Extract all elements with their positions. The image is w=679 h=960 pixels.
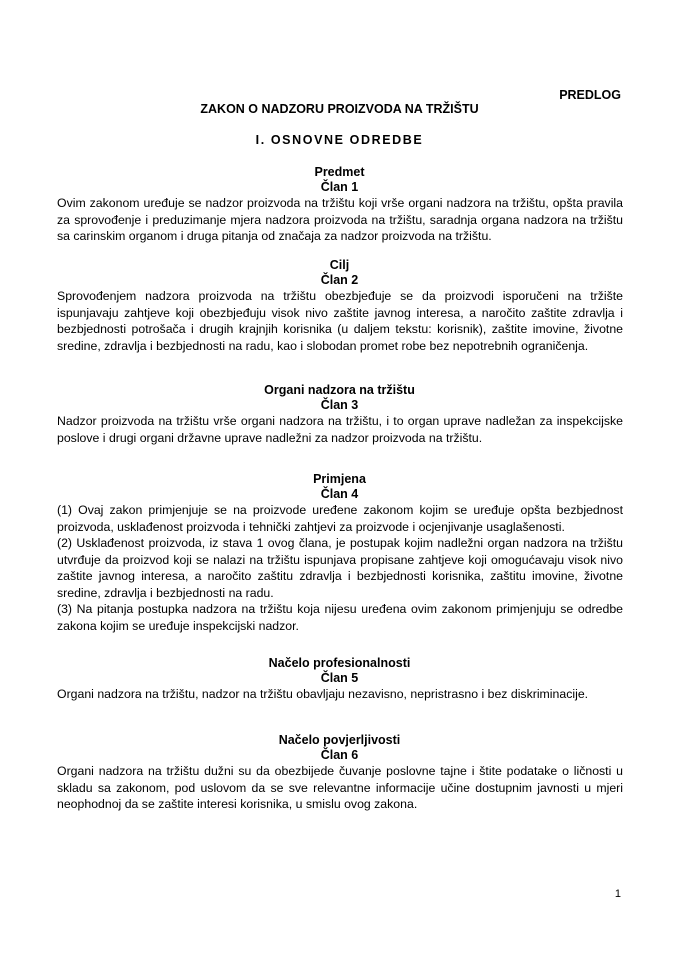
paragraph: Sprovođenjem nadzora proizvoda na tržištu obezbjeđuje se da proizvodi isporučeni na tržište ispunjavaju zahtjeve koji obezbjeđuju visok nivo zaštite javnog interesa, a naročito zaštite zdravlja i bezbjednosti potrošača i drugih krajnjih korisnika (u daljem tekstu: korisnik), zaštite imovine, životne sredine, zdravlja i bezbjednosti na radu, kao i slobodan promet robe bez nepotrebnih ograničenja. bbox=[57, 289, 623, 353]
paragraph: (1) Ovaj zakon primjenjuje se na proizvode uređene zakonom kojim se uređuje opšta bezbjednost proizvoda, usklađenost proizvoda i tehnički zahtjevi za proizvode i ocjenjivanje usaglašenosti. bbox=[57, 503, 623, 534]
paragraph: Organi nadzora na tržištu, nadzor na tržištu obavljaju nezavisno, nepristrasno i bez diskriminacije. bbox=[57, 687, 589, 701]
section-heading-goal: Cilj bbox=[329, 258, 350, 272]
article-2-text bbox=[57, 288, 623, 354]
part-title: I. OSNOVNE ODREDBE bbox=[255, 133, 424, 147]
article-5-text bbox=[57, 686, 623, 703]
paragraph: Nadzor proizvoda na tržištu vrše organi nadzora na tržištu, i to organ uprave nadležan za inspekcijske poslove i drugi organi državne uprave nadležni za nadzor proizvoda na tržištu. bbox=[57, 414, 623, 445]
article-6-text bbox=[57, 763, 623, 813]
page-number: 1 bbox=[614, 888, 621, 900]
article-number-2: Član 2 bbox=[320, 273, 359, 287]
section-heading-authorities: Organi nadzora na tržištu bbox=[264, 383, 415, 397]
paragraph: (2) Usklađenost proizvoda, iz stava 1 ovog člana, je postupak kojim nadležni organ nadzora na tržištu utvrđuje da proizvod koji se nalazi na tržištu ispunjava propisane zahtjeve koji omogućavaju visok nivo zaštite javnog interesa, a naročito zaštitu zdravlja i bezbjednosti korisnika, zaštitu imovine, životne sredine, zdravlja i bezbjednosti na radu. bbox=[57, 536, 623, 600]
paragraph: Ovim zakonom uređuje se nadzor proizvoda na tržištu koji vrše organi nadzora na tržištu, opšta pravila za sprovođenje i preduzimanje mjera nadzora proizvoda na tržištu, saradnja organa nadzora na tržištu sa carinskim organom i druga pitanja od značaja za nadzor proizvoda na tržištu. bbox=[57, 196, 623, 243]
paragraph: (3) Na pitanja postupka nadzora na tržištu koja nijesu uređena ovim zakonom primjenjuju se odredbe zakona kojim se uređuje inspekcijski nadzor. bbox=[57, 602, 623, 633]
article-1-text bbox=[57, 195, 623, 245]
section-heading-subject: Predmet bbox=[314, 165, 365, 179]
paragraph: Organi nadzora na tržištu dužni su da obezbijede čuvanje poslovne tajne i štite podatake o ličnosti u skladu sa zakonom, pod uslovom da se sve relevantne informacije učine dostupnim javnosti u mjeri neophodnoj da se zaštite interesi korisnika, u smislu ovog zakona. bbox=[57, 764, 623, 811]
article-4-text bbox=[57, 502, 623, 634]
article-number-3: Član 3 bbox=[320, 398, 359, 412]
draft-label: PREDLOG bbox=[559, 88, 621, 102]
article-3-text bbox=[57, 413, 623, 446]
article-number-5: Član 5 bbox=[320, 671, 359, 685]
article-number-4: Član 4 bbox=[320, 487, 359, 501]
section-heading-professionalism: Načelo profesionalnosti bbox=[268, 656, 411, 670]
law-title: ZAKON O NADZORU PROIZVODA NA TRŽIŠTU bbox=[200, 102, 479, 116]
section-heading-application: Primjena bbox=[313, 472, 366, 486]
article-number-1: Član 1 bbox=[320, 180, 359, 194]
section-heading-confidentiality: Načelo povjerljivosti bbox=[278, 733, 401, 747]
article-number-6: Član 6 bbox=[320, 748, 359, 762]
